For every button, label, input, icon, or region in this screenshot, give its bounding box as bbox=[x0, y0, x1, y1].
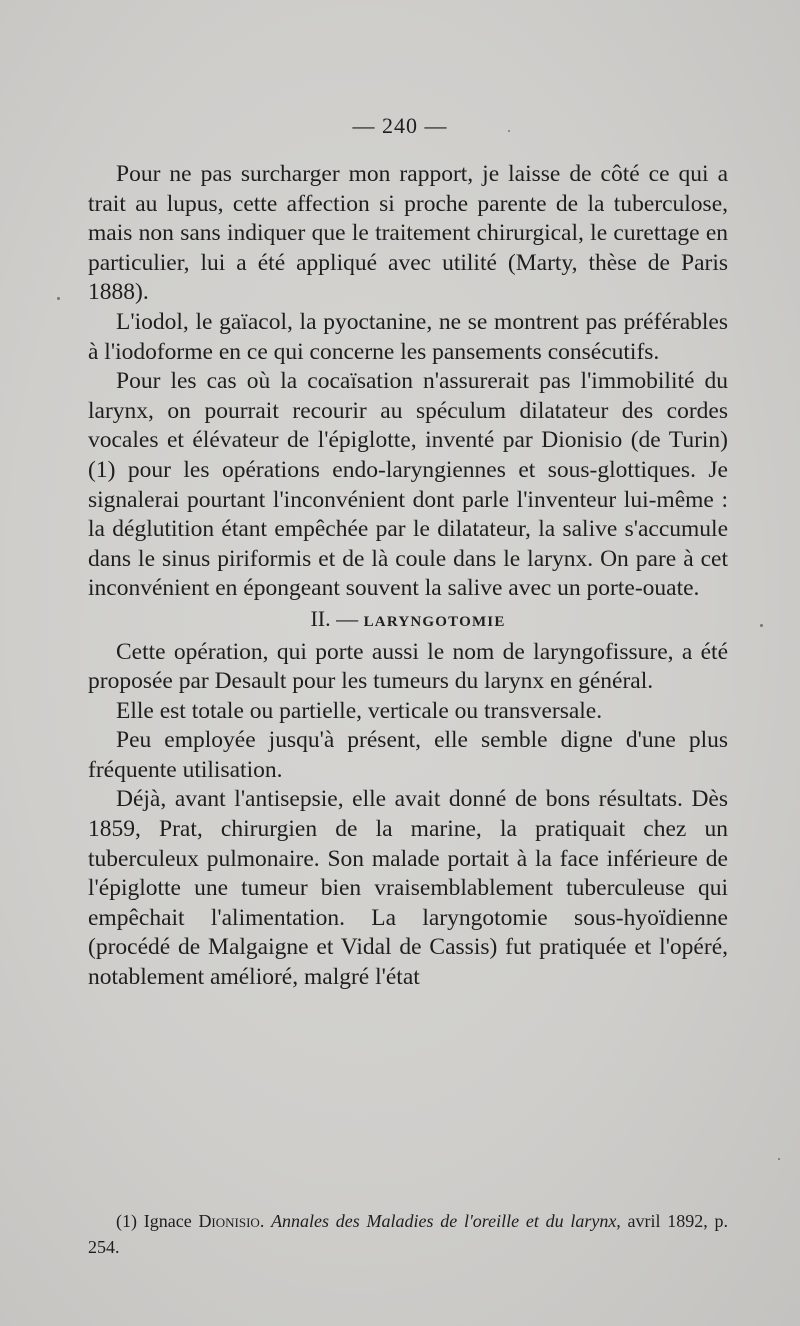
paragraph-laryngofissure: Cette opération, qui porte aussi le nom de laryngofissure, a été proposée par Desault pour les tumeurs du larynx en général. bbox=[88, 638, 728, 695]
footnote-marker: (1) bbox=[116, 1211, 137, 1231]
print-speck bbox=[760, 624, 763, 627]
footnote-line bbox=[88, 1208, 728, 1260]
print-speck bbox=[508, 130, 510, 132]
paragraph-lupus: Pour ne pas surcharger mon rapport, je laisse de côté ce qui a trait au lupus, cette affection si proche parente de la tuberculose, mais non sans indiquer que le traitement chirurgical, le curettage en particulier, lui a été appliqué avec utilité (Marty, thèse de Paris 1888). bbox=[88, 161, 728, 306]
page-number: — 240 — bbox=[352, 113, 448, 138]
section-title: LARYNGOTOMIE bbox=[363, 613, 506, 630]
paragraph-peu-employee: Peu employée jusqu'à présent, elle semble digne d'une plus fréquente utilisation. bbox=[88, 727, 728, 783]
footnote bbox=[88, 1208, 728, 1260]
footnote-author-last: Dionisio. bbox=[198, 1211, 265, 1231]
paragraph-iodol: L'iodol, le gaïacol, la pyoctanine, ne se montrent pas préférables à l'iodoforme en ce qui concerne les pansements consécutifs. bbox=[88, 308, 728, 365]
footnote-author-first: Ignace bbox=[143, 1211, 192, 1231]
section-number: II. — bbox=[310, 605, 359, 631]
paragraph-deja: Déjà, avant l'antisepsie, elle avait donné de bons résultats. Dès 1859, Prat, chirurgien de la marine, la pratiquait chez un tuberculeux pulmonaire. Son malade portait à la face inférieure de l'épiglotte une tumeur bien vraisemblablement tuberculeuse qui empêchait l'alimentation. La laryngotomie sous-hyoïdienne (procédé de Malgaigne et Vidal de Cassis) fut pratiquée et l'opéré, notablement amélioré, malgré l'état bbox=[88, 786, 728, 991]
print-speck bbox=[57, 297, 60, 300]
footnote-date: avril 1892, p. 254. bbox=[88, 1211, 728, 1257]
footnote-journal: Annales des Maladies de l'oreille et du larynx, bbox=[271, 1211, 621, 1231]
section-heading bbox=[88, 604, 728, 638]
paragraph-totale: Elle est totale ou partielle, verticale ou transversale. bbox=[116, 697, 603, 724]
paragraph-speculum: Pour les cas où la cocaïsation n'assurerait pas l'immobilité du larynx, on pourrait recourir au spéculum dilatateur des cordes vocales et élévateur de l'épiglotte, inventé par Dionisio (de Turin) (1) pour les opérations endo-laryngiennes et sous-glottiques. Je signalerai pourtant l'inconvénient dont parle l'inventeur lui-même : la déglutition étant empêchée par le dilatateur, la salive s'accumule dans le sinus piriformis et de là coule dans le larynx. On pare à cet inconvénient en épongeant souvent la salive avec un porte-ouate. bbox=[88, 368, 728, 602]
print-speck bbox=[778, 1158, 780, 1160]
body-text bbox=[88, 160, 728, 993]
